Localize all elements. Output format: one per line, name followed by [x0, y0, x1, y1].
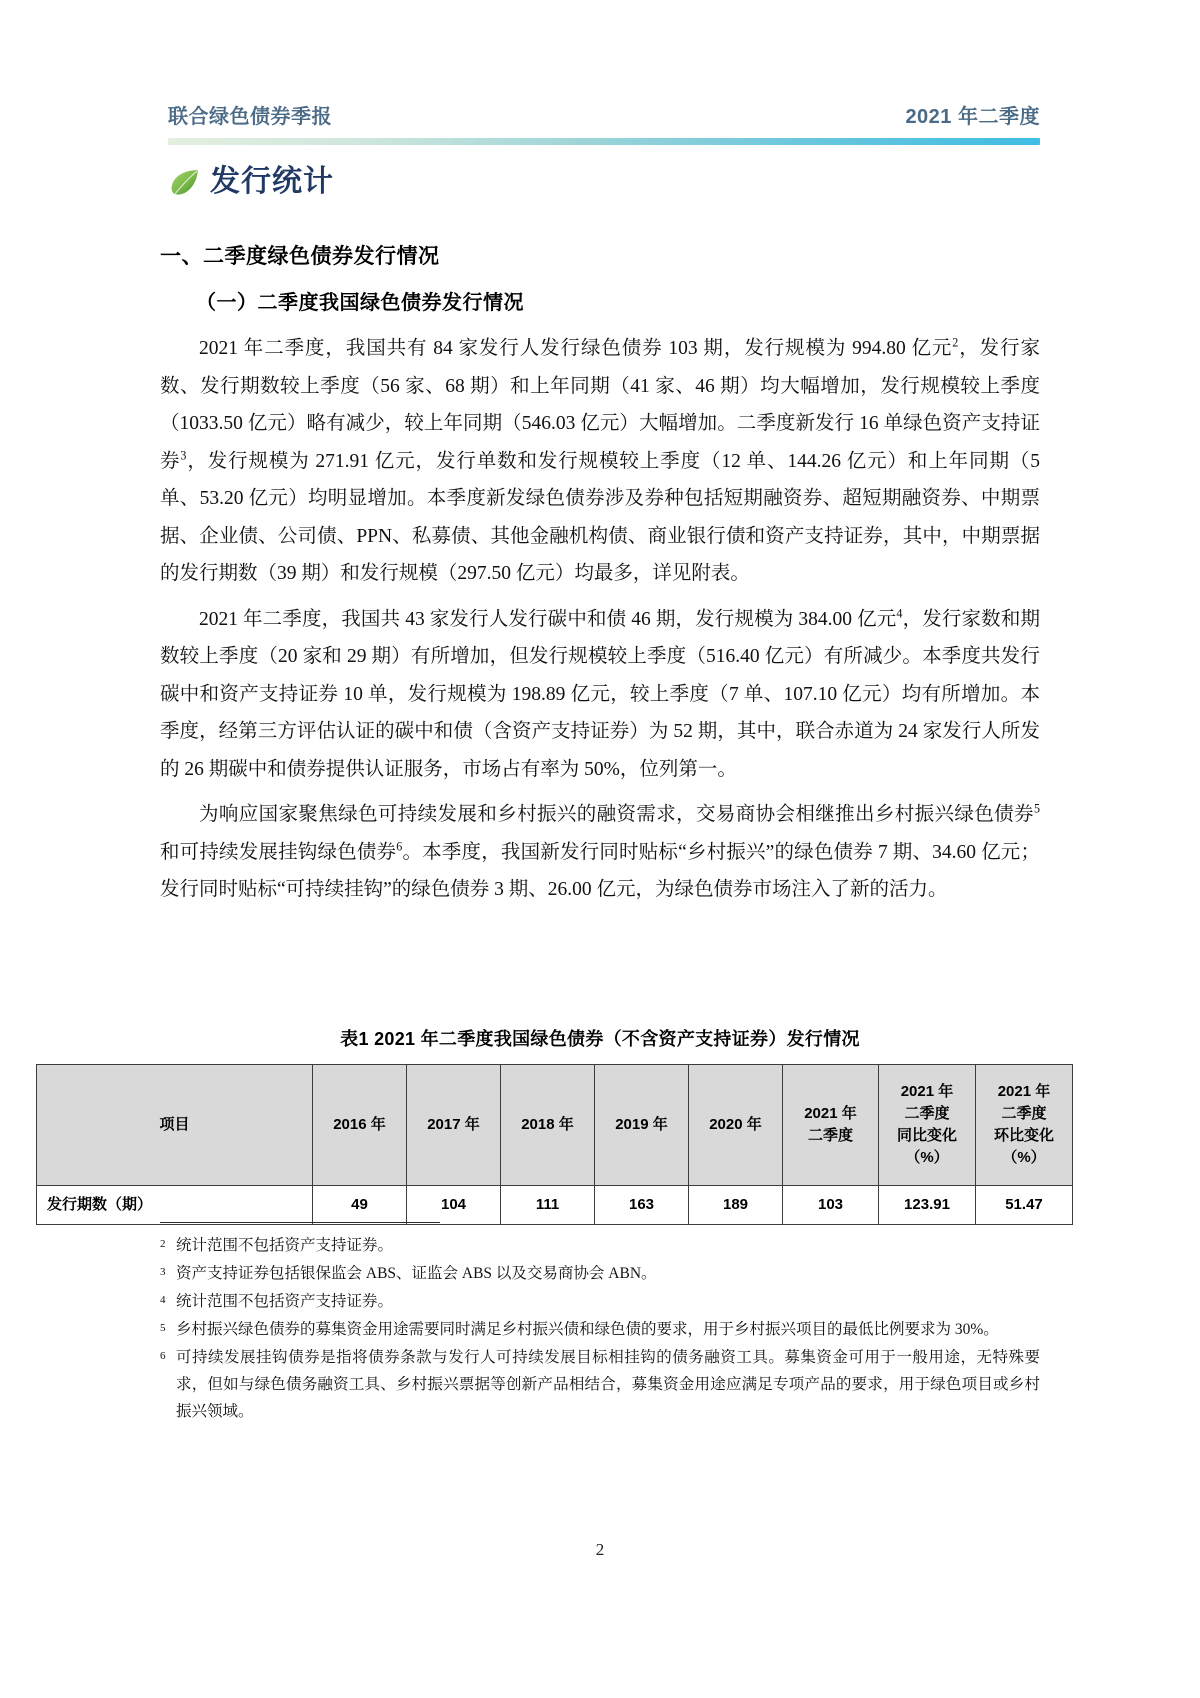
paragraph-2 — [160, 601, 1040, 789]
footnote-ref-5: 5 — [1033, 801, 1040, 816]
column-header-line: （%） — [905, 1149, 949, 1166]
footnote-text: 乡村振兴绿色债券的募集资金用途需要同时满足乡村振兴债和绿色债的要求，用于乡村振兴项目的最低比例要求为 30%。 — [176, 1321, 999, 1338]
cell-qoq-change: 51.47 — [976, 1186, 1073, 1225]
column-header-line: 项目 — [159, 1116, 190, 1133]
footnote-ref-4: 4 — [896, 606, 903, 620]
paragraph-3-part-b: 和可持续发展挂钩绿色债券 — [160, 841, 397, 863]
footnote-item — [160, 1316, 1040, 1343]
footnote-item — [160, 1344, 1040, 1425]
column-header-line: 二季度 — [807, 1127, 853, 1144]
column-header-line: 2021 年 — [804, 1105, 857, 1122]
column-header-line: 环比变化 — [993, 1127, 1054, 1144]
table-header-row — [37, 1065, 1073, 1186]
column-header-2017 — [407, 1065, 501, 1186]
footnote-ref-2: 2 — [952, 335, 959, 350]
column-header-line: 2021 年 — [900, 1083, 954, 1100]
cell-yoy-change: 123.91 — [879, 1186, 976, 1225]
column-header-yoy-change — [879, 1065, 976, 1186]
paragraph-1 — [160, 330, 1040, 593]
paragraph-2-part-a: 2021 年二季度，我国共 43 家发行人发行碳中和债 46 期，发行规模为 384.00 亿元 — [199, 608, 897, 630]
paragraph-3-part-c: 。本季度，我国新发行同时贴标“乡村振兴”的绿色债券 7 期、34.60 亿元；发行同时贴标“可持续挂钩”的绿色债券 3 期、26.00 亿元，为绿色债券市场注入了新的活力。 — [160, 841, 1040, 900]
footnote-separator — [160, 1222, 440, 1223]
paragraph-1-part-c: ，发行规模为 271.91 亿元，发行单数和发行规模较上季度（12 单、144.26 亿元）和上年同期（5 单、53.20 亿元）均明显增加。本季度新发绿色债券涉及券种包括短期融资券、超短期融资券、中期票据、企业债、公司债、PPN、私募债、其他金融机构债、商业银行债和资产支持证券，其中，中期票据的发行期数（39 期）和发行规模（297.50 亿元）均最多，详见附表。 — [160, 450, 1040, 584]
column-header-line: 2018 年 — [521, 1116, 574, 1133]
column-header-qoq-change — [976, 1065, 1073, 1186]
footnote-number: 4 — [160, 1294, 166, 1306]
column-header-line: 2019 年 — [615, 1116, 668, 1133]
footnote-text: 资产支持证券包括银保监会 ABS、证监会 ABS 以及交易商协会 ABN。 — [176, 1265, 657, 1282]
paragraph-1-part-a: 2021 年二季度，我国共有 84 家发行人发行绿色债券 103 期，发行规模为 994.80 亿元 — [199, 338, 953, 359]
footnote-ref-6: 6 — [396, 839, 403, 853]
column-header-line: 2017 年 — [427, 1116, 480, 1133]
column-header-line: 2016 年 — [333, 1116, 386, 1133]
column-header-line: 同比变化 — [896, 1127, 957, 1144]
column-header-line: 2020 年 — [709, 1116, 762, 1133]
issuance-statistics-table — [36, 1064, 1073, 1225]
table-1-wrapper — [36, 1064, 1072, 1225]
footnote-number: 6 — [160, 1350, 166, 1362]
column-header-2018 — [501, 1065, 595, 1186]
column-header-item — [37, 1065, 313, 1186]
cell-2018: 111 — [501, 1186, 595, 1225]
column-header-2021q2 — [783, 1065, 879, 1186]
page-number: 2 — [595, 1540, 605, 1559]
paragraph-3-part-a: 为响应国家聚焦绿色可持续发展和乡村振兴的融资需求，交易商协会相继推出乡村振兴绿色债券 — [199, 804, 1034, 825]
cell-2020: 189 — [689, 1186, 783, 1225]
column-header-2020 — [689, 1065, 783, 1186]
table-body — [37, 1186, 1073, 1225]
paragraph-3 — [160, 796, 1040, 909]
footnote-number: 3 — [160, 1266, 166, 1278]
footnote-text: 统计范围不包括资产支持证券。 — [176, 1293, 394, 1310]
column-header-2019 — [595, 1065, 689, 1186]
body-text-block — [160, 330, 1040, 909]
column-header-line: （%） — [1002, 1149, 1046, 1166]
table-row — [37, 1186, 1073, 1225]
footnote-item — [160, 1260, 1040, 1287]
row-label-issue-count: 发行期数（期） — [37, 1186, 313, 1225]
footnote-number: 2 — [160, 1238, 166, 1250]
cell-2019: 163 — [595, 1186, 689, 1225]
column-header-line: 二季度 — [904, 1105, 950, 1122]
cell-2017: 104 — [407, 1186, 501, 1225]
column-header-line: 二季度 — [1001, 1105, 1047, 1122]
column-header-2016 — [313, 1065, 407, 1186]
running-header — [168, 100, 1040, 129]
section-title-row — [168, 165, 334, 199]
header-period-label: 2021 年二季度 — [905, 106, 1040, 128]
heading-level-1: 一、二季度绿色债券发行情况 — [160, 245, 440, 268]
column-header-line: 2021 年 — [997, 1083, 1051, 1100]
cell-2021q2: 103 — [783, 1186, 879, 1225]
table-caption: 表1 2021 年二季度我国绿色债券（不含资产支持证券）发行情况 — [340, 1029, 860, 1049]
header-report-title: 联合绿色债券季报 — [168, 106, 332, 128]
leaf-icon — [168, 165, 202, 199]
header-divider-rule — [168, 138, 1040, 145]
footnote-ref-3: 3 — [180, 448, 187, 462]
cell-2016: 49 — [313, 1186, 407, 1225]
heading-level-2: （一）二季度我国绿色债券发行情况 — [196, 292, 524, 314]
footnote-text: 可持续发展挂钩债券是指将债券条款与发行人可持续发展目标相挂钩的债务融资工具。募集资金可用于一般用途，无特殊要求，但如与绿色债务融资工具、乡村振兴票据等创新产品相结合，募集资金用途应满足专项产品的要求，用于绿色项目或乡村振兴领域。 — [176, 1349, 1040, 1420]
section-title: 发行统计 — [210, 165, 334, 198]
paragraph-2-part-b: ，发行家数和期数较上季度（20 家和 29 期）有所增加，但发行规模较上季度（516.40 亿元）有所减少。本季度共发行碳中和资产支持证券 10 单，发行规模为 198.89 亿元，较上季度（7 单、107.10 亿元）均有所增加。本季度，经第三方评估认证的碳中和债（含资产支持证券）为 52 期，其中，联合赤道为 24 家发行人所发的 26 期碳中和债券提供认证服务，市场占有率为 50%，位列第一。 — [160, 608, 1040, 780]
footnote-list — [160, 1232, 1040, 1426]
footnote-item — [160, 1288, 1040, 1315]
paragraph-1-part-b: ，发行家数、发行期数较上季度（56 家、68 期）和上年同期（41 家、46 期）均大幅增加，发行规模较上季度（1033.50 亿元）略有减少，较上年同期（546.03 亿元）大幅增加。二季度新发行 16 单绿色资产支持证券 — [160, 338, 1040, 472]
footnote-number: 5 — [160, 1322, 166, 1334]
footnote-item — [160, 1232, 1040, 1259]
footnote-text: 统计范围不包括资产支持证券。 — [176, 1237, 394, 1254]
